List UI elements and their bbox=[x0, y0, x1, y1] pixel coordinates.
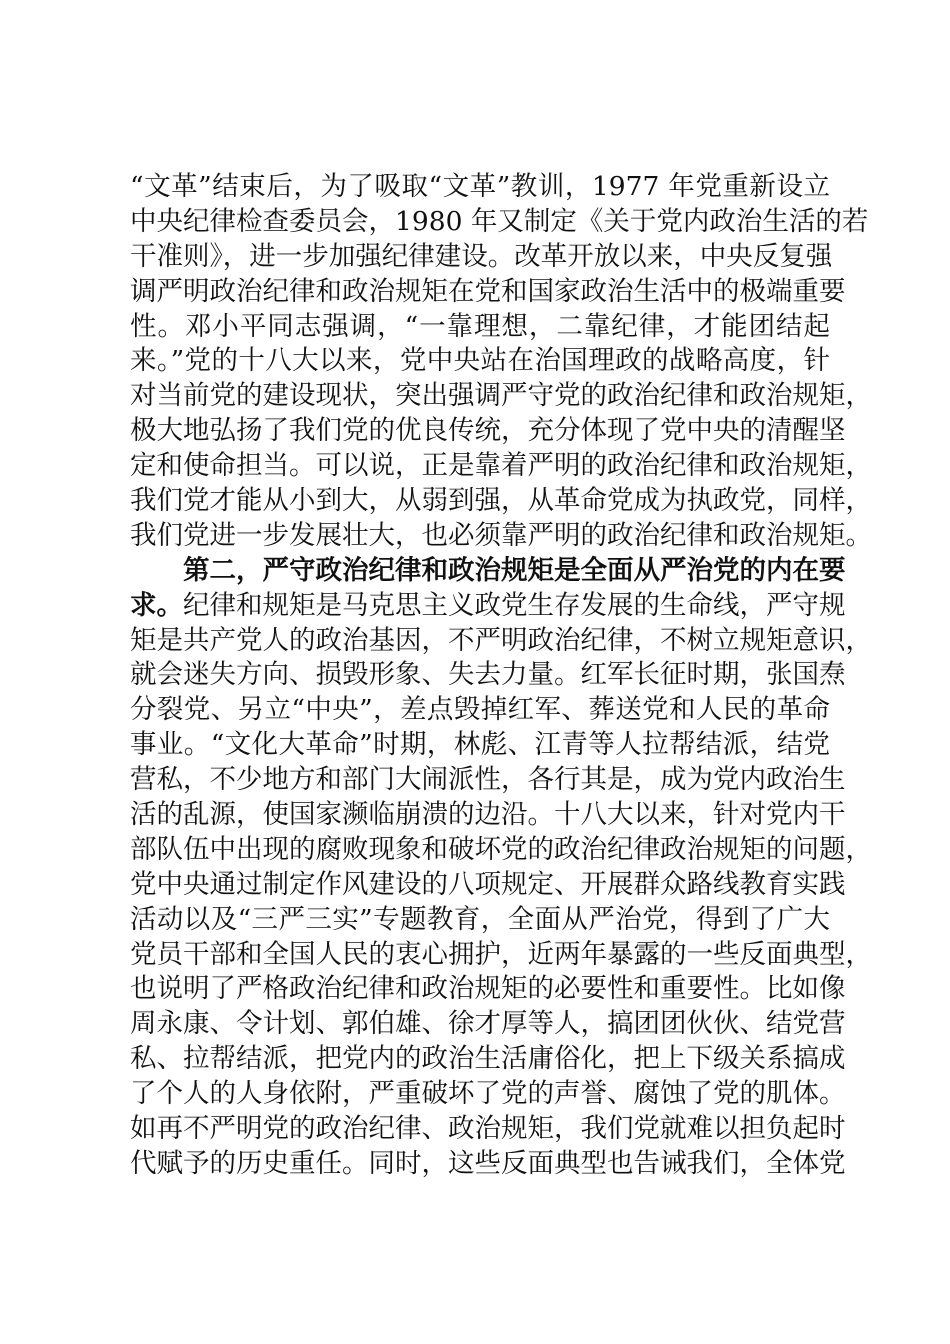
text-line: 定和使命担当。可以说，正是靠着严明的政治纪律和政治规矩， bbox=[130, 450, 872, 482]
text-line: 中央纪律检查委员会，1980 年又制定《关于党内政治生活的若 bbox=[130, 205, 869, 237]
text-line: 我们党才能从小到大，从弱到强，从革命党成为执政党，同样， bbox=[130, 485, 872, 517]
text-line: 就会迷失方向、损毁形象、失去力量。红军长征时期，张国焘 bbox=[130, 659, 846, 691]
section-heading-end: 求。 bbox=[130, 589, 183, 621]
text-line: 对当前党的建设现状，突出强调严守党的政治纪律和政治规矩， bbox=[130, 380, 872, 412]
text-line: 周永康、令计划、郭伯雄、徐才厚等人，搞团团伙伙、结党营 bbox=[130, 1008, 846, 1040]
text-line: 我们党进一步发展壮大，也必须靠严明的政治纪律和政治规矩。 bbox=[130, 519, 872, 551]
text-line: 党中央通过制定作风建设的八项规定、开展群众路线教育实践 bbox=[130, 868, 846, 900]
text-line: 营私，不少地方和部门大闹派性，各行其是，成为党内政治生 bbox=[130, 764, 846, 796]
text-line: 事业。“文化大革命”时期，林彪、江青等人拉帮结派，结党 bbox=[130, 729, 830, 761]
text-line: 活的乱源，使国家濒临崩溃的边沿。十八大以来，针对党内干 bbox=[130, 799, 846, 831]
text-line: 分裂党、另立“中央”，差点毁掉红军、葬送党和人民的革命 bbox=[130, 694, 830, 726]
text-line: 干准则》，进一步加强纪律建设。改革开放以来，中央反复强 bbox=[130, 240, 833, 272]
section-heading-line bbox=[130, 554, 846, 589]
text-line: 来。”党的十八大以来，党中央站在治国理政的战略高度，针 bbox=[130, 345, 830, 377]
text-line: 极大地弘扬了我们党的优良传统，充分体现了党中央的清醒坚 bbox=[130, 415, 846, 447]
text-line: 矩是共产党人的政治基因，不严明政治纪律，不树立规矩意识， bbox=[130, 624, 872, 656]
section-heading: 第二，严守政治纪律和政治规矩是全面从严治党的内在要 bbox=[183, 554, 846, 586]
text-line: 了个人的人身依附，严重破坏了党的声誉、腐蚀了党的肌体。 bbox=[130, 1078, 846, 1110]
text-line: 代赋予的历史重任。同时，这些反面典型也告诫我们，全体党 bbox=[130, 1147, 846, 1179]
text-line: 也说明了严格政治纪律和政治规矩的必要性和重要性。比如像 bbox=[130, 973, 846, 1005]
text-line: 如再不严明党的政治纪律、政治规矩，我们党就难以担负起时 bbox=[130, 1113, 846, 1145]
text-line: 部队伍中出现的腐败现象和破坏党的政治纪律政治规矩的问题， bbox=[130, 833, 872, 865]
body-text bbox=[130, 170, 872, 1182]
text-run: 纪律和规矩是马克思主义政党生存发展的生命线，严守规 bbox=[183, 589, 846, 621]
text-line: 党员干部和全国人民的衷心拥护，近两年暴露的一些反面典型， bbox=[130, 938, 872, 970]
text-line: “文革”结束后，为了吸取“文革”教训，1977 年党重新设立 bbox=[130, 171, 830, 202]
text-line: 调严明政治纪律和政治规矩在党和国家政治生活中的极端重要 bbox=[130, 275, 846, 307]
text-line: 活动以及“三严三实”专题教育，全面从严治党，得到了广大 bbox=[130, 903, 830, 935]
text-line: 私、拉帮结派，把党内的政治生活庸俗化，把上下级关系搞成 bbox=[130, 1043, 846, 1075]
text-line bbox=[130, 589, 846, 624]
text-line: 性。邓小平同志强调，“一靠理想，二靠纪律，才能团结起 bbox=[130, 310, 830, 342]
